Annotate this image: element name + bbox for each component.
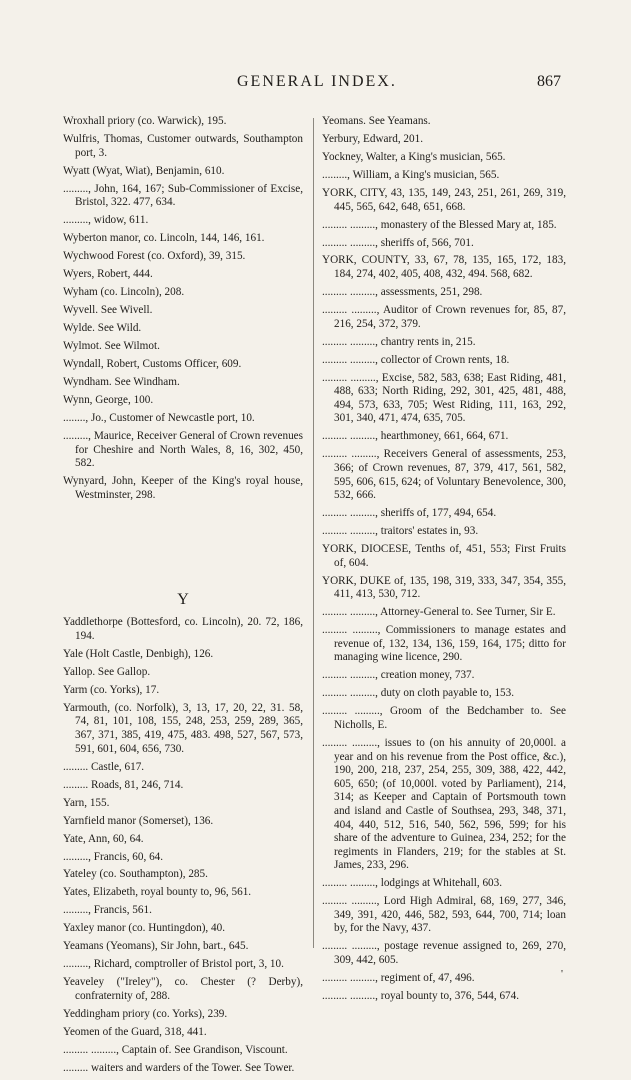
index-entry: Yates, Elizabeth, royal bounty to, 96, 561. bbox=[63, 886, 252, 899]
column-divider bbox=[313, 118, 314, 948]
index-entry: Wyndham. See Windham. bbox=[63, 375, 180, 388]
index-entry: Yallop. See Gallop. bbox=[63, 665, 151, 678]
index-entry: ......... ........., Excise, 582, 583, 638; East Riding, 481, 488, 633; North Riding, 292, 301, 425, 481, 488, 494, 573, 633, 705; West Riding, 111, 163, 292, 301, 340, 471, 474, 635, 705. bbox=[322, 371, 566, 425]
index-entry: Yateley (co. Southampton), 285. bbox=[63, 868, 208, 881]
index-entry: ........., widow, 611. bbox=[63, 214, 149, 227]
index-entry: ......... ........., Lord High Admiral, 68, 169, 277, 346, 349, 391, 420, 446, 582, 593, 644, 700, 714; loan by, for the Navy, 437. bbox=[322, 895, 566, 935]
page-header bbox=[0, 73, 631, 97]
index-entry: ......... ........., chantry rents in, 215. bbox=[322, 335, 476, 348]
index-entry: Yaxley manor (co. Huntingdon), 40. bbox=[63, 922, 225, 935]
index-entry: Wylde. See Wild. bbox=[63, 322, 142, 335]
index-entry: Yaddlethorpe (Bottesford, co. Lincoln), 20. 72, 186, 194. bbox=[63, 616, 303, 642]
index-entry: ......... ........., monastery of the Blessed Mary at, 185. bbox=[322, 218, 557, 231]
index-entry: ......... ........., Groom of the Bedchamber to. See Nicholls, E. bbox=[322, 705, 566, 731]
index-entry: Wynn, George, 100. bbox=[63, 393, 154, 406]
index-entry: ......... Roads, 81, 246, 714. bbox=[63, 778, 184, 791]
index-entry: ......... ........., duty on cloth payable to, 153. bbox=[322, 687, 515, 700]
left-column bbox=[63, 115, 303, 1080]
index-entry: Yeomans. See Yeamans. bbox=[322, 115, 431, 127]
index-entry: Wyndall, Robert, Customs Officer, 609. bbox=[63, 358, 242, 370]
index-entry: ......... ........., collector of Crown rents, 18. bbox=[322, 353, 510, 366]
index-entry: YORK, COUNTY, 33, 67, 78, 135, 165, 172, 183, 184, 274, 402, 405, 408, 432, 494. 568, 682. bbox=[322, 254, 566, 281]
index-entry: ......... ........., creation money, 737. bbox=[322, 669, 475, 682]
page-number: 867 bbox=[537, 73, 561, 90]
index-entry: Yeddingham priory (co. Yorks), 239. bbox=[63, 1007, 228, 1020]
w-entries bbox=[63, 115, 303, 502]
index-entry: ......... ........., Receivers General of assessments, 253, 366; of Crown revenues, 87, 379, 417, 561, 582, 595, 606, 615, 624; of Voluntary Benevolence, 300, 532, 666. bbox=[322, 448, 566, 502]
index-entry: Wyers, Robert, 444. bbox=[63, 268, 153, 281]
index-entry: ......... ........., Attorney-General to. See Turner, Sir E. bbox=[322, 606, 556, 619]
index-entry: Wyvell. See Wivell. bbox=[63, 304, 153, 317]
index-entry: ........., John, 164, 167; Sub-Commissioner of Excise, Bristol, 322. 477, 634. bbox=[63, 182, 303, 209]
index-entry: ......... ........., Captain of. See Grandison, Viscount. bbox=[63, 1043, 288, 1056]
index-entry: Yeaveley ("Ireley"), co. Chester (? Derby), confraternity of, 288. bbox=[63, 976, 303, 1002]
index-entry: Wulfris, Thomas, Customer outwards, Southampton port, 3. bbox=[63, 132, 303, 159]
section-letter: Y bbox=[177, 590, 189, 608]
index-entry: Yarm (co. Yorks), 17. bbox=[63, 683, 160, 696]
index-entry: ......... ........., hearthmoney, 661, 664, 671. bbox=[322, 430, 509, 443]
index-entry: ......... ........., regiment of, 47, 496. bbox=[322, 972, 475, 984]
index-entry: ........., Francis, 561. bbox=[63, 904, 152, 917]
index-entry: Yarn, 155. bbox=[63, 796, 110, 809]
index-entry: Wyatt (Wyat, Wiat), Benjamin, 610. bbox=[63, 164, 225, 177]
index-entry: ......... ........., Commissioners to manage estates and revenue of, 132, 134, 136, 159, 164, 175; ditto for managing wine licence, 290. bbox=[322, 624, 566, 664]
index-entry: ........., William, a King's musician, 565. bbox=[322, 168, 500, 181]
index-entry: ......... ........., sheriffs of, 566, 701. bbox=[322, 236, 474, 249]
index-entry: Wroxhall priory (co. Warwick), 195. bbox=[63, 115, 227, 127]
index-entry: ......... ........., lodgings at Whitehall, 603. bbox=[322, 877, 503, 890]
index-entry: ........., Richard, comptroller of Bristol port, 3, 10. bbox=[63, 958, 284, 971]
index-entry: ......... waiters and warders of the Tower. See Tower. bbox=[63, 1061, 295, 1074]
index-entry: ......... Castle, 617. bbox=[63, 760, 145, 773]
index-entry: ......... ........., issues to (on his annuity of 20,000l. a year and on his revenue from the Post office, &c.), 190, 200, 218, 237, 254, 255, 309, 388, 422, 442, 605, 650; (of 10,000l. voted by Parliament), 214, 314; as Keeper and Captain of Portsmouth town and island and Castle of Southsea, 293, 348, 371, 404, 440, 512, 516, 540, 562, 596, 599; for his share of the adventure to Guinea, 234, 252; for the regiments in Flanders, 219; for the stables at St. James, 233, 296. bbox=[322, 736, 566, 872]
index-entry: ......... ........., postage revenue assigned to, 269, 270, 309, 442, 605. bbox=[322, 940, 566, 967]
index-entry: Yale (Holt Castle, Denbigh), 126. bbox=[63, 647, 214, 660]
index-entry: Yockney, Walter, a King's musician, 565. bbox=[322, 150, 506, 163]
index-entry: Yeamans (Yeomans), Sir John, bart., 645. bbox=[63, 940, 249, 953]
index-entry: ......... ........., assessments, 251, 298. bbox=[322, 286, 483, 299]
index-entry: Yate, Ann, 60, 64. bbox=[63, 832, 144, 845]
index-entry: Wylmot. See Wilmot. bbox=[63, 340, 160, 353]
index-entry: ......... ........., sheriffs of, 177, 494, 654. bbox=[322, 507, 497, 520]
index-entry: Yarnfield manor (Somerset), 136. bbox=[63, 814, 214, 827]
index-entry: YORK, DIOCESE, Tenths of, 451, 553; First Fruits of, 604. bbox=[322, 543, 566, 569]
index-entry: ......... ........., Auditor of Crown revenues for, 85, 87, 216, 254, 372, 379. bbox=[322, 304, 566, 330]
y-entries bbox=[63, 616, 303, 1075]
index-entry: Wychwood Forest (co. Oxford), 39, 315. bbox=[63, 250, 246, 263]
index-entry: Wynyard, John, Keeper of the King's royal house, Westminster, 298. bbox=[63, 475, 303, 501]
index-entry: Wyham (co. Lincoln), 208. bbox=[63, 286, 185, 299]
index-entry: Yarmouth, (co. Norfolk), 3, 13, 17, 20, 22, 31. 58, 74, 81, 101, 108, 155, 248, 253, 259, 289, 365, 367, 371, 385, 419, 475, 483. 498, 527, 567, 573, 591, 601, 604, 656, 730. bbox=[63, 701, 303, 755]
footer-mark: ' bbox=[561, 968, 563, 980]
index-entry: Wyberton manor, co. Lincoln, 144, 146, 161. bbox=[63, 232, 265, 245]
index-entry: ........., Maurice, Receiver General of Crown revenues for Cheshire and North Wales, 8, 16, 302, 450, 582. bbox=[63, 429, 303, 470]
index-entry: Yeomen of the Guard, 318, 441. bbox=[63, 1025, 207, 1038]
section-gap bbox=[63, 606, 303, 616]
index-entry: ......... ........., traitors' estates in, 93. bbox=[322, 525, 479, 538]
index-entry: YORK, DUKE of, 135, 198, 319, 333, 347, 354, 355, 411, 413, 530, 712. bbox=[322, 574, 566, 601]
index-entry: ........, Jo., Customer of Newcastle port, 10. bbox=[63, 411, 255, 424]
index-entry: ......... ........., royal bounty to, 376, 544, 674. bbox=[322, 989, 520, 1002]
index-entry: Yerbury, Edward, 201. bbox=[322, 132, 423, 145]
section-gap bbox=[63, 507, 303, 593]
right-column bbox=[322, 115, 566, 1008]
index-entry: ........., Francis, 60, 64. bbox=[63, 850, 164, 863]
index-entry: YORK, CITY, 43, 135, 149, 243, 251, 261, 269, 319, 445, 565, 642, 648, 651, 668. bbox=[322, 186, 566, 213]
running-title: GENERAL INDEX. bbox=[237, 73, 397, 90]
